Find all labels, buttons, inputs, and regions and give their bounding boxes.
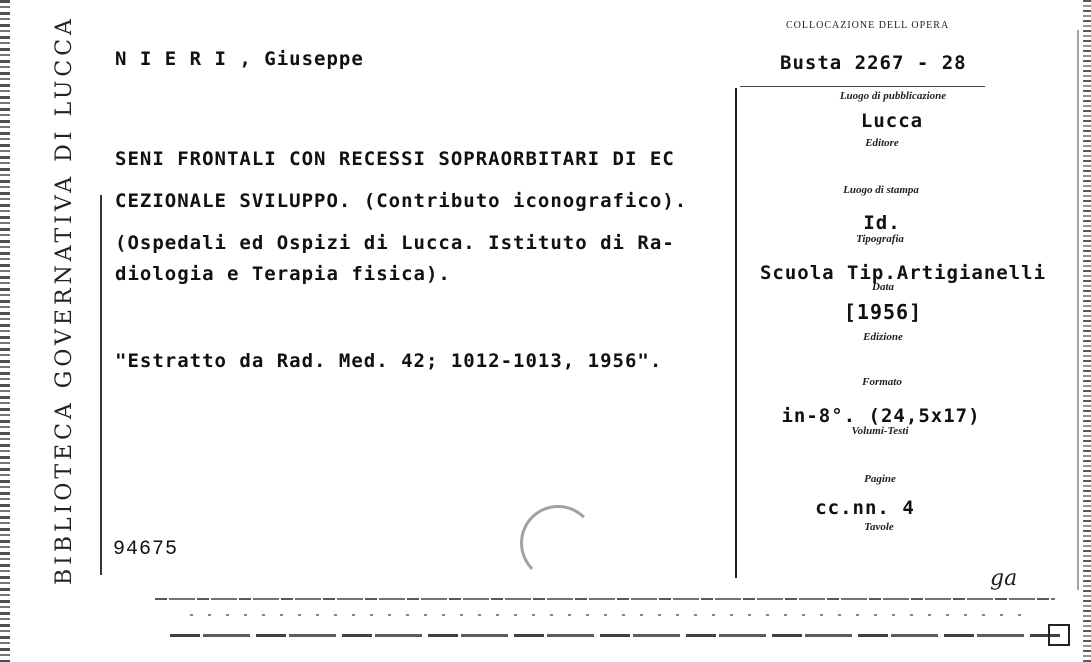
faded-stamp [520, 505, 596, 581]
right-box-border [735, 88, 737, 578]
left-rule [100, 195, 102, 575]
value-formato: in-8°. (24,5x17) [781, 405, 981, 427]
label-tavole: Tavole [864, 521, 894, 533]
bottom-rule-lower [170, 634, 1060, 637]
corner-mark [1048, 624, 1070, 646]
title-line-1: SENI FRONTALI CON RECESSI SOPRAORBITARI DI EC [115, 148, 675, 170]
bottom-rule-upper [155, 598, 1055, 600]
label-editore: Editore [865, 137, 899, 149]
value-luogo-pubblicazione: Lucca [860, 110, 924, 132]
right-box-top-rule [740, 86, 985, 87]
label-formato: Formato [862, 376, 902, 388]
label-edizione: Edizione [863, 331, 903, 343]
inventory-number: 94675 [113, 538, 179, 561]
right-card-border [1077, 30, 1079, 590]
title-line-2: CEZIONALE SVILUPPO. (Contributo iconografico). [115, 190, 688, 212]
busta-number: Busta 2267 - 28 [780, 52, 967, 74]
handwritten-initials: ga [990, 566, 1018, 591]
extract-note: "Estratto da Rad. Med. 42; 1012-1013, 1956". [115, 350, 663, 372]
value-pagine: cc.nn. 4 [815, 497, 915, 519]
card-edge-left [0, 0, 10, 662]
label-data: Data [872, 281, 894, 293]
author: N I E R I , Giuseppe [115, 48, 364, 70]
label-volumi-testi: Volumi-Testi [851, 425, 909, 437]
label-luogo-pubblicazione: Luogo di pubblicazione [839, 90, 947, 102]
value-tipografia: Scuola Tip.Artigianelli [759, 262, 1047, 284]
library-stamp: BIBLIOTECA GOVERNATIVA DI LUCCA [52, 15, 77, 585]
card-edge-right [1083, 0, 1091, 662]
label-pagine: Pagine [864, 473, 896, 485]
title-line-3: (Ospedali ed Ospizi di Lucca. Istituto di Ra- [115, 232, 675, 254]
title-line-4: diologia e Terapia fisica). [115, 263, 451, 285]
value-data: [1956] [843, 300, 923, 324]
bottom-dotted-rule [190, 614, 1030, 616]
label-tipografia: Tipografia [856, 233, 904, 245]
label-luogo-stampa: Luogo di stampa [843, 184, 919, 196]
value-luogo-stampa: Id. [863, 212, 901, 234]
collocation-header: COLLOCAZIONE DELL OPERA [786, 20, 950, 31]
